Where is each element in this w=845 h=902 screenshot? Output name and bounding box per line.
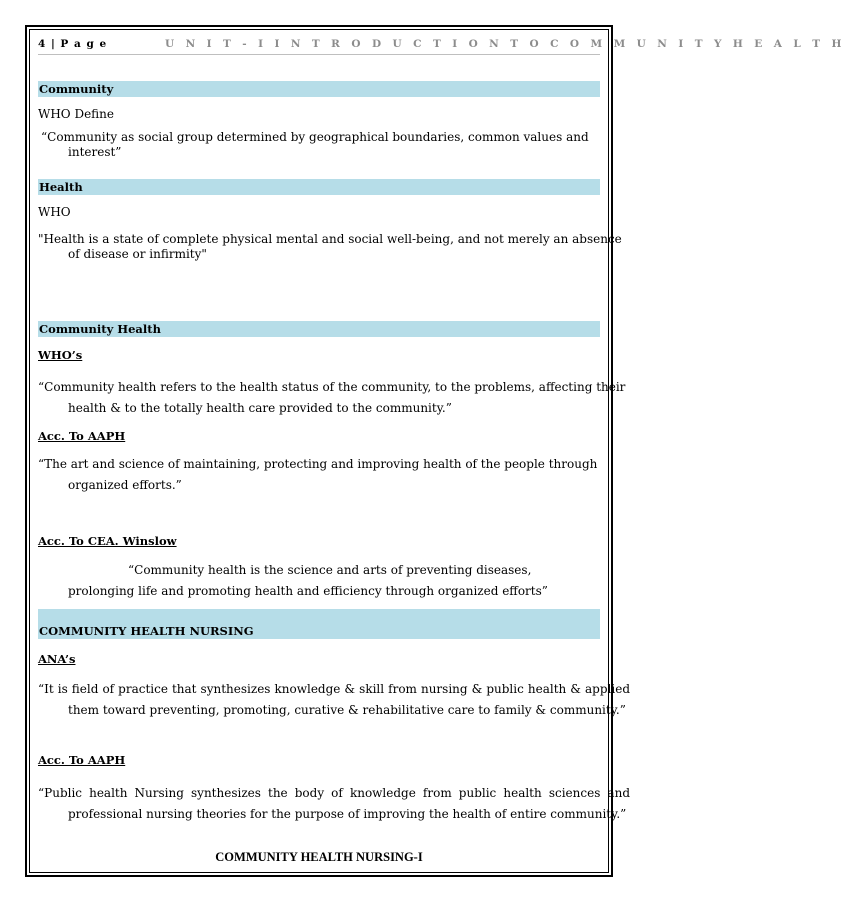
heading-community: Community — [38, 81, 600, 97]
who-definition: “Community health refers to the health status of the community, to the problems, affecting their health & to the totally health care provided to the community.” — [38, 380, 626, 415]
community-definition: “Community as social group determined by geographical boundaries, common values and interest” — [41, 130, 589, 159]
page-number: 4 | P a g e — [38, 38, 108, 50]
winslow-label: Acc. To CEA. Winslow — [38, 534, 177, 548]
health-definition: "Health is a state of complete physical mental and social well-being, and not merely an absence of disease or infirmity" — [38, 232, 622, 261]
health-source: WHO — [38, 205, 71, 219]
heading-community-health: Community Health — [38, 321, 600, 337]
unit-title: U N I T - I I N T R O D U C T I O N T O C O M M U N I T Y H E A L T H — [165, 38, 845, 50]
footer-title: COMMUNITY HEALTH NURSING-I — [215, 850, 423, 864]
heading-chn: COMMUNITY HEALTH NURSING — [38, 609, 600, 639]
ana-label: ANA’s — [38, 652, 76, 666]
community-source: WHO Define — [38, 107, 115, 121]
heading-health: Health — [38, 179, 600, 195]
ana-definition: “It is field of practice that synthesizes knowledge & skill from nursing & public health & applied them toward preventing, promoting, curative & rehabilitative care to family & community.” — [38, 682, 630, 717]
who-label: WHO’s — [38, 348, 83, 362]
winslow-definition: “Community health is the science and arts of preventing diseases, prolonging life and promoting health and efficiency through organized efforts” — [68, 563, 548, 598]
aaph-definition: “The art and science of maintaining, protecting and improving health of the people through organized efforts.” — [38, 457, 598, 492]
page-header — [38, 38, 845, 55]
chn-aaph-definition: “Public health Nursing synthesizes the body of knowledge from public health sciences and professional nursing theories for the purpose of improving the health of entire community.” — [38, 786, 630, 821]
aaph-label: Acc. To AAPH — [38, 429, 126, 443]
chn-aaph-label: Acc. To AAPH — [38, 753, 126, 767]
